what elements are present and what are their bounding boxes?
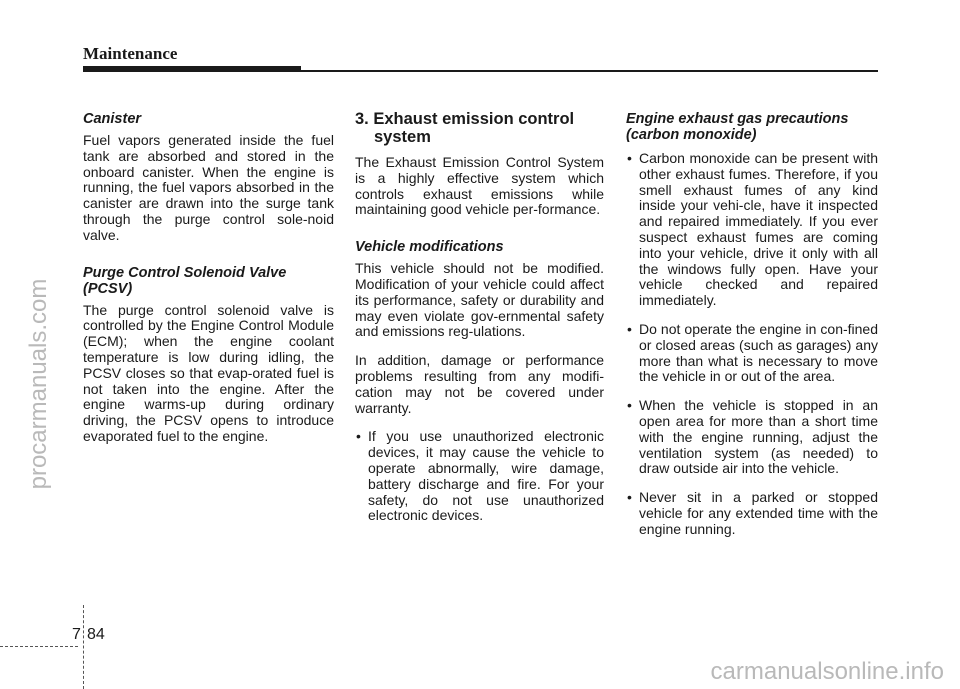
list-item: • Do not operate the engine in con-fined or closed areas (such as garages) any more than what is necessary to move the vehicle in or out of the area. [627, 320, 878, 385]
watermark-left: procarmanuals.com [25, 278, 52, 490]
footer-divider-vertical [83, 605, 84, 689]
header-rule-thick [83, 66, 301, 72]
footer-divider-horizontal [0, 646, 78, 647]
bullet-icon: • [627, 397, 632, 414]
exhaust-gas-precautions-heading-line1: Engine exhaust gas precautions [626, 111, 849, 127]
column-canister [83, 111, 334, 458]
vehicle-modifications-paragraph-2: In addition, damage or performance problems resulting from any modifi-cation may not be covered under warranty. [355, 352, 604, 416]
exhaust-emission-heading [355, 111, 604, 146]
canister-heading: Canister [83, 111, 142, 127]
list-item: • Carbon monoxide can be present with other exhaust fumes. Therefore, if you smell exhaust fumes of any kind inside your vehi-cle, have it inspected and repaired immediately. If you ever suspect exhaust fumes are coming into your vehicle, drive it only with all the windows fully open. Have your vehicle checked and repaired immediately. [627, 150, 878, 309]
bullet-icon: • [627, 320, 632, 337]
chapter-number: 7 [72, 626, 81, 643]
exhaust-gas-precautions-heading [626, 111, 878, 143]
bullet-icon: • [627, 150, 632, 166]
page-number: 84 [87, 626, 105, 643]
modifications-bullet-list [355, 429, 604, 524]
exhaust-gas-precautions-heading-line2: (carbon monoxide) [626, 127, 757, 143]
column-exhaust-emission [355, 111, 604, 537]
pcsv-heading: Purge Control Solenoid Valve (PCSV) [83, 264, 287, 297]
exhaust-emission-heading-line2: system [374, 127, 431, 146]
watermark-bottom: carmanualsonline.info [710, 658, 944, 685]
section-title: Maintenance [83, 44, 178, 63]
pcsv-paragraph: The purge control solenoid valve is controlled by the Engine Control Module (ECM); when the engine coolant temperature is low during idling, the PCSV closes so that evap-orated fuel is not taken into the engine. After the engine warms-up during ordinary driving, the PCSV opens to introduce evaporated fuel to the engine. [83, 301, 334, 444]
header-rule-thin [301, 70, 878, 72]
bullet-icon: • [356, 428, 361, 445]
vehicle-modifications-paragraph-1: This vehicle should not be modified. Modification of your vehicle could affect its performance, safety or durability and may even violate gov-ernmental safety and emissions reg-ulations. [355, 260, 604, 340]
column-exhaust-gas-precautions [626, 111, 878, 551]
list-item: • When the vehicle is stopped in an open area for more than a short time with the engine running, adjust the ventilation system (as needed) to draw outside air into the vehicle. [627, 397, 878, 477]
canister-paragraph: Fuel vapors generated inside the fuel tank are absorbed and stored in the onboard canister. When the engine is running, the fuel vapors absorbed in the canister are drawn into the surge tank through the purge control sole-noid valve. [83, 132, 334, 243]
precautions-bullet-list [626, 151, 878, 538]
exhaust-emission-intro: The Exhaust Emission Control System is a highly effective system which controls exhaust emissions while maintaining good vehicle per-formance. [355, 154, 604, 218]
exhaust-emission-heading-line1: 3. Exhaust emission control [355, 110, 575, 128]
bullet-icon: • [627, 489, 632, 506]
list-item: • If you use unauthorized electronic devices, it may cause the vehicle to operate abnormally, wire damage, battery discharge and fire. For your safety, do not use unauthorized electronic devices. [356, 428, 604, 524]
list-item: • Never sit in a parked or stopped vehicle for any extended time with the engine running. [627, 489, 878, 537]
vehicle-modifications-heading: Vehicle modifications [355, 239, 504, 256]
